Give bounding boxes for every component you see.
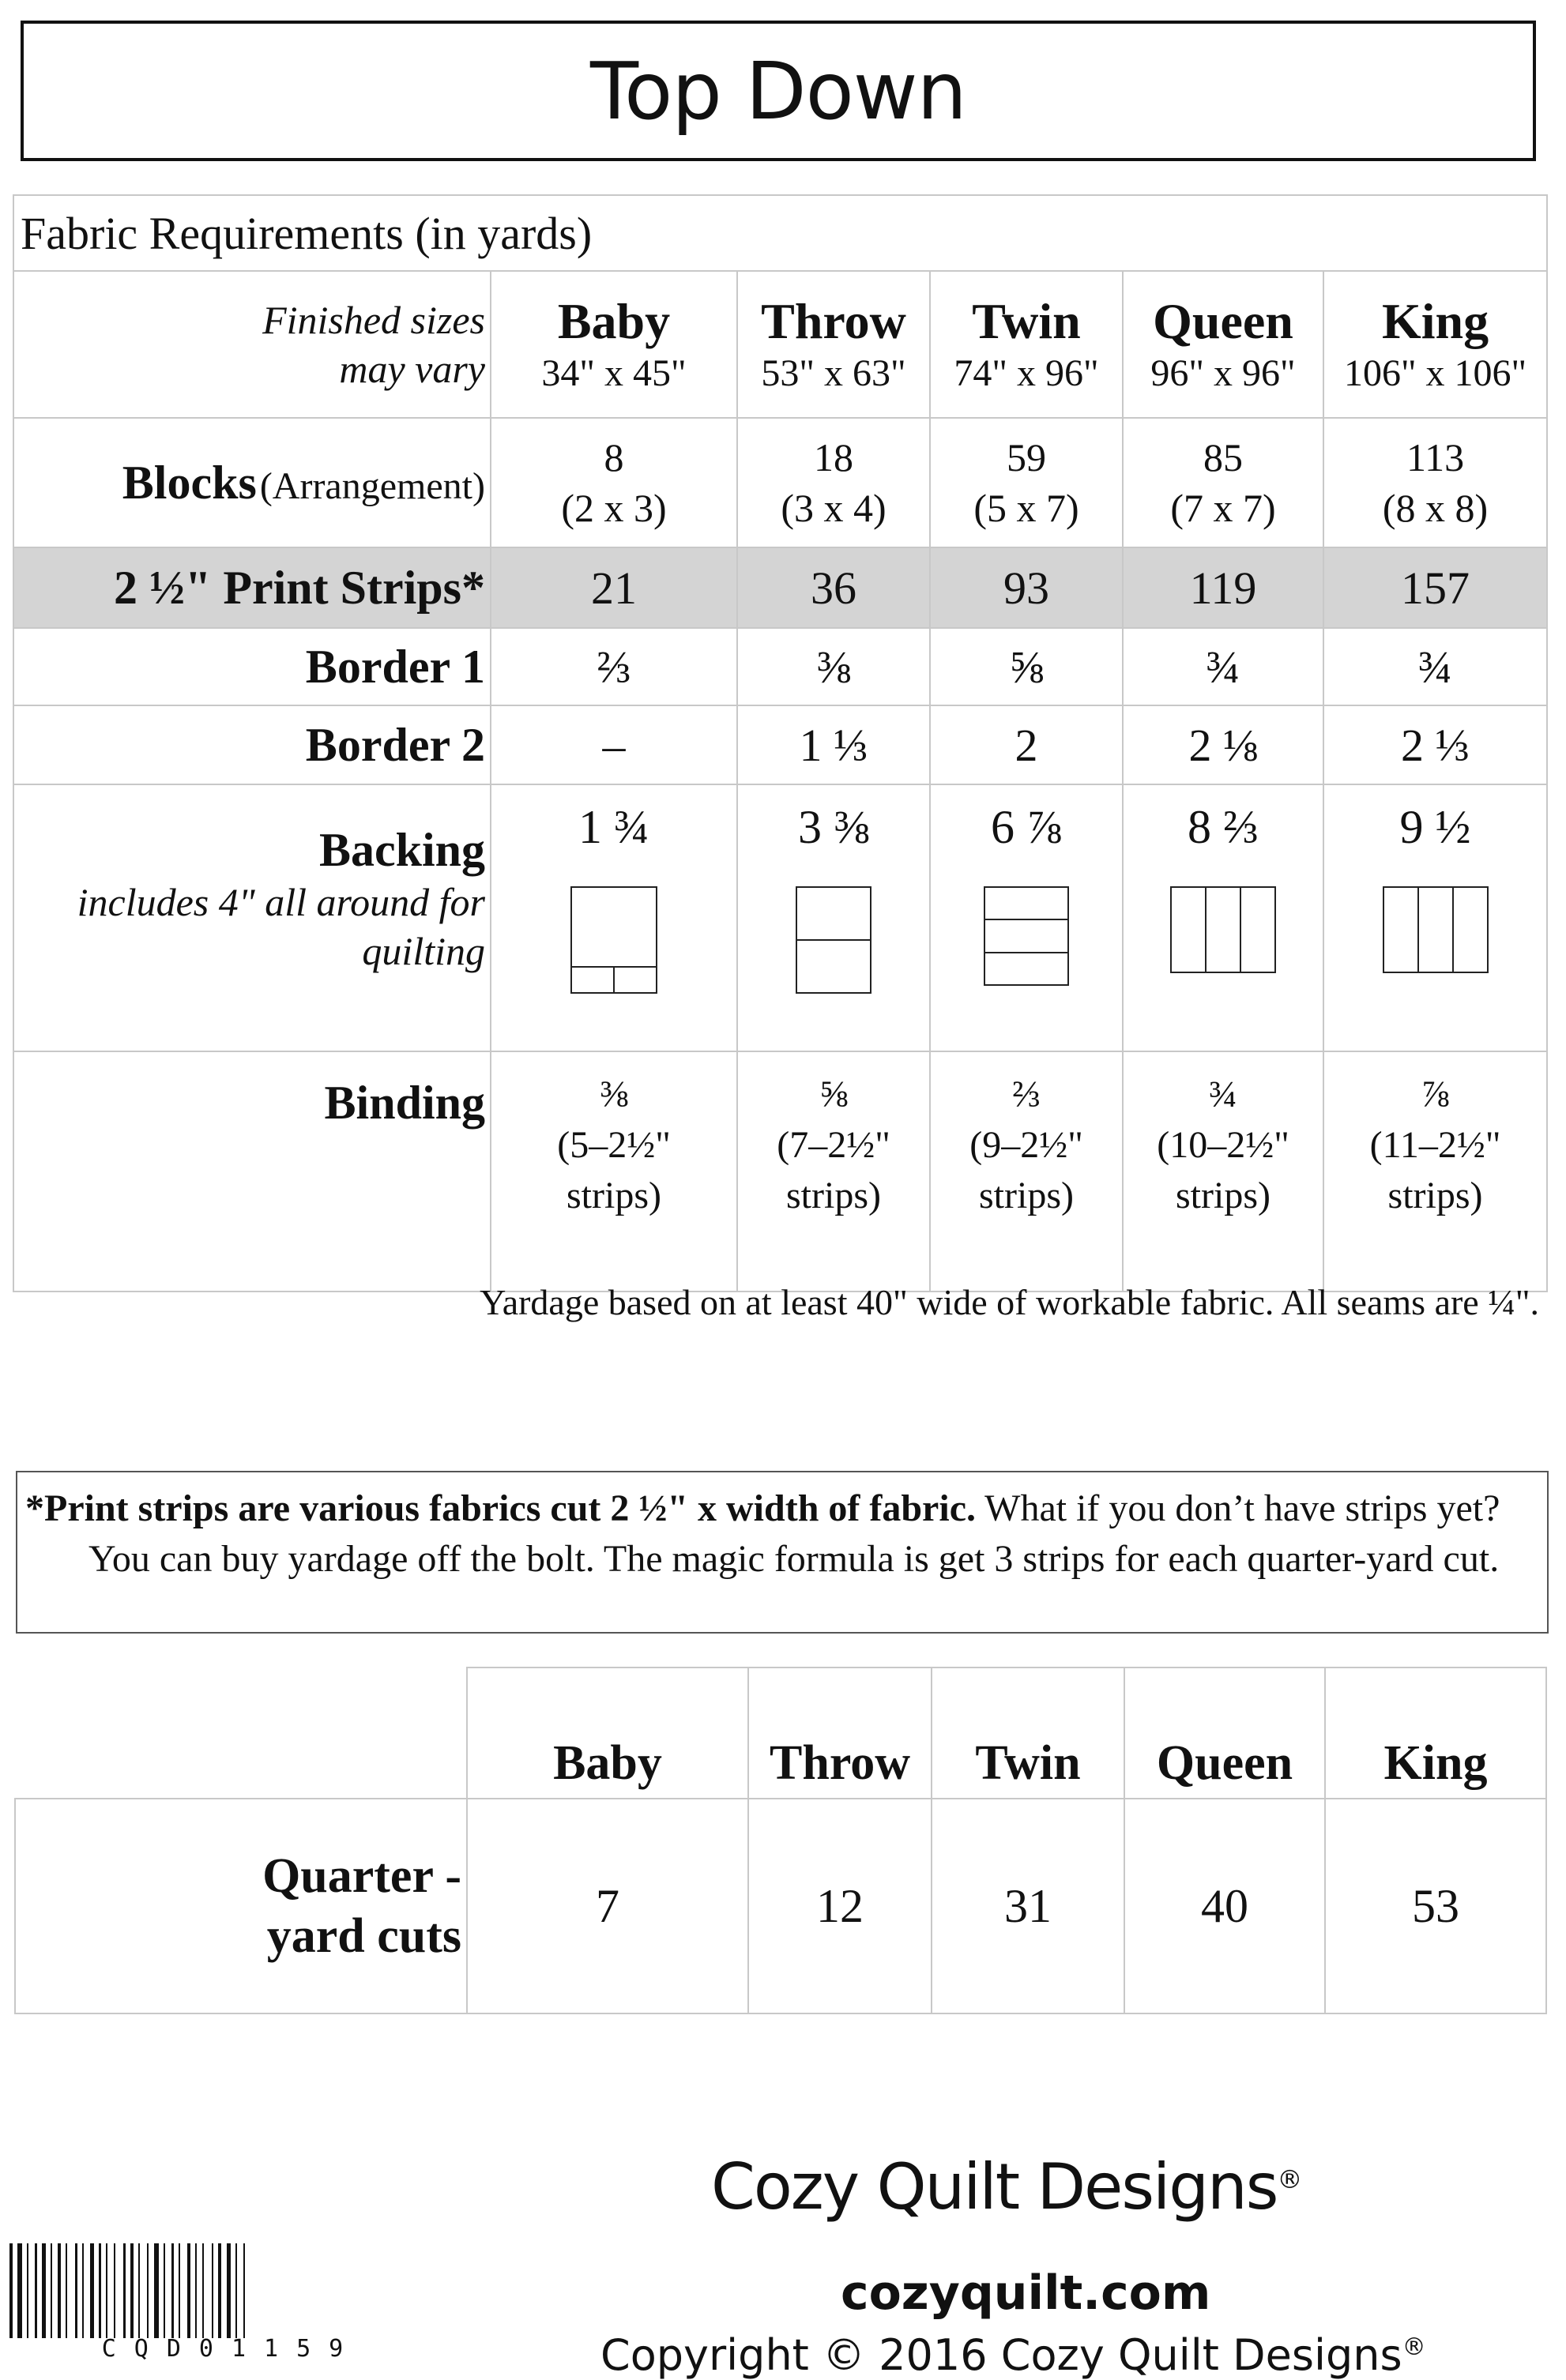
binding-yards: ⅝ (819, 1073, 848, 1115)
backing-value-queen (1123, 784, 1323, 1051)
size-header-queen (1123, 271, 1323, 418)
binding-value-baby (491, 1051, 737, 1292)
backing-value-baby (491, 784, 737, 1051)
binding-strips-word: strips) (567, 1175, 661, 1216)
border1-value-throw: ⅜ (737, 628, 930, 705)
size-name: Throw (761, 293, 906, 349)
barcode-number: CQD01159 (101, 2335, 362, 2363)
binding-row (13, 1051, 1547, 1292)
backing-value-throw (737, 784, 930, 1051)
blocks-label: Blocks (122, 456, 257, 509)
blocks-value-king (1323, 418, 1547, 547)
border2-value-throw: 1 ⅓ (737, 705, 930, 784)
block-arrangement: (2 x 3) (561, 486, 667, 530)
binding-value-queen (1123, 1051, 1323, 1292)
backing-diagram-icon (1170, 886, 1276, 973)
blocks-value-baby (491, 418, 737, 547)
binding-label: Binding (324, 1077, 485, 1129)
qy-value-throw: 12 (748, 1799, 932, 2013)
binding-yards: ⅔ (1012, 1073, 1041, 1115)
backing-note-line2: quilting (362, 929, 485, 973)
border2-value-king: 2 ⅓ (1323, 705, 1547, 784)
blocks-sublabel: (Arrangement) (259, 464, 485, 507)
blocks-value-queen (1123, 418, 1323, 547)
qy-value-twin: 31 (932, 1799, 1124, 2013)
backing-diagram-icon (1383, 886, 1489, 973)
backing-note-line1: includes 4" all around for (77, 880, 485, 924)
size-dimensions: 96" x 96" (1150, 352, 1296, 394)
border2-label: Border 2 (305, 718, 485, 771)
size-header-king (1323, 271, 1547, 418)
binding-strips: (7–2½" (777, 1124, 890, 1166)
binding-strips-word: strips) (1387, 1175, 1483, 1216)
border1-value-twin: ⅝ (930, 628, 1123, 705)
quarter-yard-label-line2: yard cuts (266, 1909, 461, 1963)
backing-label-cell (13, 784, 491, 1051)
website-link[interactable]: cozyquilt.com (841, 2265, 1211, 2321)
binding-label-cell (13, 1051, 491, 1292)
backing-value-twin (930, 784, 1123, 1051)
blocks-value-throw (737, 418, 930, 547)
binding-yards: ⅞ (1421, 1073, 1450, 1115)
quarter-yard-table (14, 1667, 1547, 2014)
border1-label: Border 1 (305, 640, 485, 693)
backing-diagram-icon (796, 886, 871, 994)
backing-yards: 6 ⅞ (991, 801, 1062, 853)
border2-value-baby: – (491, 705, 737, 784)
print-strips-value-queen: 119 (1123, 547, 1323, 628)
border2-value-queen: 2 ⅛ (1123, 705, 1323, 784)
size-name: Twin (972, 293, 1081, 349)
backing-value-king (1323, 784, 1547, 1051)
yardage-note: Yardage based on at least 40" wide of workable fabric. All seams are ¼". (480, 1282, 1539, 1322)
print-strips-note-rest: What if you don’t have strips yet? You can buy yardage off the bolt. The magic formula is get 3 strips for each quarter-yard cut. (88, 1487, 1500, 1580)
binding-strips: (5–2½" (557, 1124, 671, 1166)
qy-header-queen: Queen (1124, 1668, 1325, 1799)
copyright-notice (600, 2325, 1426, 2378)
brand-name: Cozy Quilt Designs (711, 2150, 1278, 2224)
size-dimensions: 53" x 63" (761, 352, 906, 394)
backing-label: Backing (318, 824, 485, 876)
blocks-row (13, 418, 1547, 547)
print-strips-value-throw: 36 (737, 547, 930, 628)
sizes-row (13, 271, 1547, 418)
border1-row (13, 628, 1547, 705)
quarter-yard-values-row (15, 1799, 1546, 2013)
border1-value-king: ¾ (1323, 628, 1547, 705)
registered-mark: ® (1277, 2164, 1303, 2194)
quarter-yard-label-line1: Quarter - (262, 1849, 461, 1903)
block-arrangement: (8 x 8) (1382, 486, 1489, 530)
caption-row (13, 195, 1547, 271)
size-header-baby (491, 271, 737, 418)
size-dimensions: 34" x 45" (541, 352, 687, 394)
size-name: Baby (557, 293, 671, 349)
block-count: 113 (1406, 435, 1465, 479)
brand-logo (711, 2150, 1302, 2224)
border1-label-cell (13, 628, 491, 705)
block-count: 18 (814, 435, 853, 479)
size-header-twin (930, 271, 1123, 418)
qy-value-queen: 40 (1124, 1799, 1325, 2013)
border2-value-twin: 2 (930, 705, 1123, 784)
size-name: Queen (1153, 293, 1293, 349)
block-arrangement: (3 x 4) (781, 486, 887, 530)
barcode-icon (8, 2243, 455, 2338)
qy-value-baby: 7 (467, 1799, 748, 2013)
fabric-requirements-table (13, 194, 1548, 1292)
backing-yards: 1 ¾ (578, 801, 649, 853)
qy-value-king: 53 (1325, 1799, 1546, 2013)
binding-strips-word: strips) (786, 1175, 881, 1216)
binding-yards: ⅜ (600, 1073, 628, 1115)
qy-header-baby: Baby (467, 1668, 748, 1799)
backing-yards: 8 ⅔ (1188, 801, 1259, 853)
backing-diagram-icon (984, 886, 1069, 986)
binding-strips: (10–2½" (1157, 1124, 1289, 1166)
backing-yards: 3 ⅜ (798, 801, 869, 853)
binding-value-king (1323, 1051, 1547, 1292)
table-caption: Fabric Requirements (in yards) (13, 195, 1547, 271)
border2-label-cell (13, 705, 491, 784)
binding-strips: (11–2½" (1369, 1124, 1501, 1166)
print-strips-label: 2 ½" Print Strips* (114, 561, 485, 614)
qy-header-throw: Throw (748, 1668, 932, 1799)
size-header-throw (737, 271, 930, 418)
copyright-registered-mark: ® (1402, 2333, 1426, 2361)
block-count: 8 (604, 435, 624, 479)
quarter-yard-label (15, 1799, 467, 2013)
quarter-yard-corner (15, 1668, 467, 1799)
page-title: Top Down (590, 44, 966, 137)
copyright-text: Copyright © 2016 Cozy Quilt Designs (600, 2330, 1402, 2380)
sizes-note (13, 271, 491, 418)
binding-strips: (9–2½" (969, 1124, 1083, 1166)
print-strips-value-king: 157 (1323, 547, 1547, 628)
sizes-note-line2: may vary (339, 347, 485, 391)
title-box (21, 21, 1536, 161)
print-strips-value-twin: 93 (930, 547, 1123, 628)
blocks-label-cell (13, 418, 491, 547)
qy-header-twin: Twin (932, 1668, 1124, 1799)
backing-diagram-icon (570, 886, 657, 994)
block-arrangement: (5 x 7) (973, 486, 1079, 530)
block-count: 85 (1203, 435, 1243, 479)
size-dimensions: 106" x 106" (1343, 352, 1527, 394)
print-strips-note-bold: *Print strips are various fabrics cut 2 ½" x width of fabric. (25, 1487, 976, 1529)
quarter-yard-header-row (15, 1668, 1546, 1799)
print-strips-note (25, 1483, 1536, 1585)
block-count: 59 (1007, 435, 1046, 479)
qy-header-king: King (1325, 1668, 1546, 1799)
binding-yards: ¾ (1209, 1073, 1237, 1115)
border1-value-queen: ¾ (1123, 628, 1323, 705)
size-dimensions: 74" x 96" (954, 352, 1099, 394)
print-strips-note-box (16, 1471, 1549, 1634)
print-strips-label-cell (13, 547, 491, 628)
border1-value-baby: ⅔ (491, 628, 737, 705)
binding-strips-word: strips) (979, 1175, 1074, 1216)
block-arrangement: (7 x 7) (1170, 486, 1276, 530)
print-strips-value-baby: 21 (491, 547, 737, 628)
backing-row (13, 784, 1547, 1051)
backing-yards: 9 ½ (1399, 801, 1471, 853)
blocks-value-twin (930, 418, 1123, 547)
binding-value-throw (737, 1051, 930, 1292)
border2-row (13, 705, 1547, 784)
binding-value-twin (930, 1051, 1123, 1292)
size-name: King (1381, 293, 1489, 349)
sizes-note-line1: Finished sizes (262, 298, 485, 342)
binding-strips-word: strips) (1176, 1175, 1270, 1216)
print-strips-row (13, 547, 1547, 628)
